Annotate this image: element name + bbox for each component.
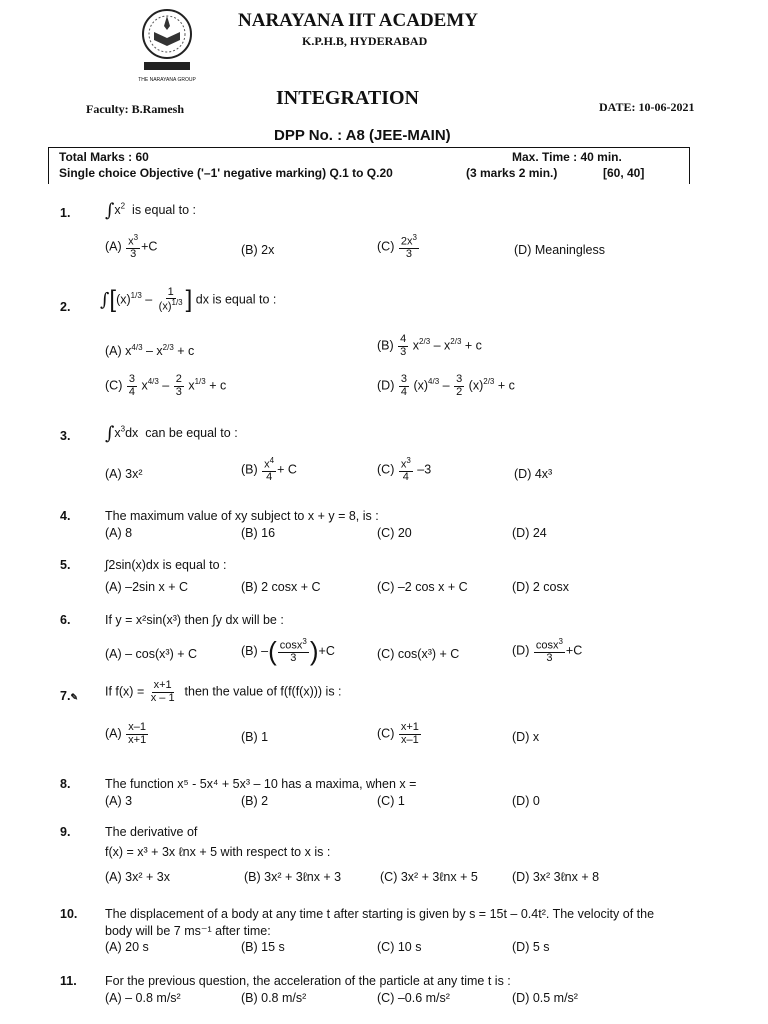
question-number: 4. <box>60 509 71 523</box>
option-d: (D) 0.5 m/s² <box>512 991 578 1005</box>
question-number: 11. <box>60 974 77 988</box>
option-c: (C) $\frac{3}{4}$ $x^{4/3}$ – $\frac{2}{3}$ $x^{1/3} + c$ <box>105 373 227 398</box>
max-time: Max. Time : 40 min. <box>512 150 622 164</box>
option-d: (D) x <box>512 730 540 744</box>
question-stem: The derivative of <box>105 825 198 839</box>
exam-date: DATE: 10-06-2021 <box>599 100 695 114</box>
option-c: (C) 1 <box>377 794 405 808</box>
subject-title: INTEGRATION <box>276 87 419 109</box>
option-d: (D) 4x³ <box>514 467 553 481</box>
option-d: (D) Meaningless <box>514 243 606 257</box>
option-c: (C) cos(x³) + C <box>377 647 460 661</box>
option-c: (C) –0.6 m/s² <box>377 991 450 1005</box>
option-d: (D) 24 <box>512 526 547 540</box>
question-number: 5. <box>60 558 71 572</box>
question-number: 3. <box>60 429 71 443</box>
option-c: (C) $\frac{x^3}{4}$ –3 <box>377 456 432 484</box>
option-b: (B) $\frac{4}{3}$ $x^{2/3} - x^{2/3} + c$ <box>377 333 482 358</box>
section-info: Single choice Objective ('–1' negative marking) Q.1 to Q.20 <box>59 166 393 180</box>
institute-name: NARAYANA IIT ACADEMY <box>238 10 479 31</box>
question-number: 7.✎ <box>60 689 78 703</box>
total-marks: Total Marks : 60 <box>59 150 149 164</box>
info-box <box>48 147 690 184</box>
question-stem: If f(x) = $\frac{x+1}{x - 1}$ then the value of f(f(f(x))) is : <box>105 679 342 704</box>
question-stem-line2: body will be 7 ms⁻¹ after time: <box>105 924 271 938</box>
question-stem: $\int x^3dx$ can be equal to : <box>105 423 238 444</box>
totals-info: [60, 40] <box>603 166 645 180</box>
question-number: 8. <box>60 777 71 791</box>
option-c: (C) $\frac{x+1}{x-1}$ <box>377 721 419 746</box>
option-d: (D) 3x² 3ℓnx + 8 <box>512 870 600 884</box>
question-stem: The maximum value of xy subject to x + y = 8, is : <box>105 509 379 523</box>
option-b: (B) –( $\frac{\cos x^3}{3}$ )+C <box>241 636 335 666</box>
institute-address: K.P.H.B, HYDERABAD <box>302 34 428 48</box>
option-a: (A) $\frac{x^3}{3}$ +C <box>105 233 158 261</box>
option-a: (A) –2sin x + C <box>105 580 189 594</box>
option-b: (B) 3x² + 3ℓnx + 3 <box>244 870 342 884</box>
question-number: 2. <box>60 300 71 314</box>
marking-info: (3 marks 2 min.) <box>466 166 558 180</box>
option-b: (B) 16 <box>241 526 276 540</box>
question-number: 1. <box>60 206 71 220</box>
option-c: (C) 3x² + 3ℓnx + 5 <box>380 870 478 884</box>
question-stem: $\int[(x)^{1/3}$ – $\frac{1}{(x)^{1/3}}$ ] dx is equal to : <box>100 285 277 313</box>
question-number: 9. <box>60 825 71 839</box>
option-c: (C) –2 cos x + C <box>377 580 468 594</box>
option-d: (D) $\frac{\cos x^3}{3}$ +C <box>512 637 583 665</box>
option-b: (B) 0.8 m/s² <box>241 991 307 1005</box>
option-b: (B) 2x <box>241 243 275 257</box>
pointer-icon: ✎ <box>70 692 78 702</box>
option-b: (B) 1 <box>241 730 269 744</box>
logo-caption: THE NARAYANA GROUP <box>138 77 196 83</box>
question-stem: ∫2sin(x)dx is equal to : <box>105 558 227 572</box>
faculty-name: Faculty: B.Ramesh <box>86 102 184 116</box>
institute-logo <box>136 6 198 83</box>
question-stem: $\int x^2$ is equal to : <box>105 200 196 221</box>
question-stem: The displacement of a body at any time t after starting is given by s = 15t – 0.4t². The velocity of the <box>105 907 655 921</box>
option-a: (A) – 0.8 m/s² <box>105 991 181 1005</box>
option-a: (A) 20 s <box>105 940 149 954</box>
option-d: (D) 5 s <box>512 940 550 954</box>
question-number: 6. <box>60 613 71 627</box>
option-a: (A) 3x² + 3x <box>105 870 170 884</box>
option-b: (B) 2 <box>241 794 269 808</box>
option-d: (D) 0 <box>512 794 540 808</box>
dpp-number: DPP No. : A8 (JEE-MAIN) <box>274 127 451 144</box>
option-a: (A) 3x² <box>105 467 143 481</box>
option-b: (B) 15 s <box>241 940 285 954</box>
option-a: (A) 8 <box>105 526 133 540</box>
question-stem-line2: f(x) = x³ + 3x ℓnx + 5 with respect to x is : <box>105 845 331 859</box>
question-stem: For the previous question, the acceleration of the particle at any time t is : <box>105 974 511 988</box>
option-c: (C) 20 <box>377 526 412 540</box>
option-b: (B) 2 cosx + C <box>241 580 321 594</box>
option-a: (A) $\frac{x-1}{x+1}$ <box>105 721 147 746</box>
option-a: (A) 3 <box>105 794 133 808</box>
question-stem: If y = x²sin(x³) then ∫y dx will be : <box>105 613 284 627</box>
question-number: 10. <box>60 907 78 921</box>
option-d: (D) $\frac{3}{4}$ $(x)^{4/3}$ – $\frac{3}{2}$ $(x)^{2/3} + c$ <box>377 373 515 398</box>
option-c: (C) $\frac{2x^3}{3}$ <box>377 233 417 261</box>
option-b: (B) $\frac{x^4}{4}$ + C <box>241 456 297 484</box>
option-d: (D) 2 cosx <box>512 580 569 594</box>
question-stem: The function x⁵ - 5x⁴ + 5x³ – 10 has a maxima, when x = <box>105 777 417 791</box>
option-c: (C) 10 s <box>377 940 422 954</box>
option-a: (A) $x^{4/3} - x^{2/3} + c$ <box>105 343 195 359</box>
option-a: (A) – cos(x³) + C <box>105 647 198 661</box>
